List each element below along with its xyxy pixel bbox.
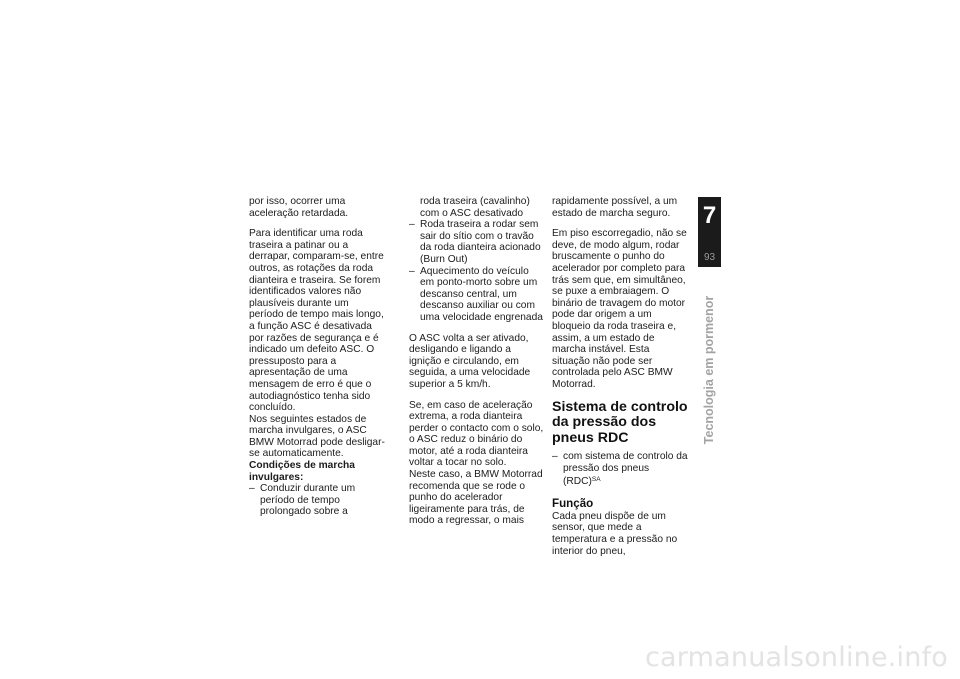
paragraph: Nos seguintes estados de marcha invulgares, o ASC BMW Motorrad pode desligar-se automaticamente.	[249, 413, 385, 460]
paragraph: O ASC volta a ser ativado, desligando e ligando a ignição e circulando, em seguida, a uma velocidade superior a 5 km/h.	[409, 332, 531, 390]
column-2	[409, 196, 545, 536]
page-number: 93	[703, 252, 716, 263]
paragraph: Se, em caso de aceleração extrema, a roda dianteira perder o contacto com o solo, o ASC reduz o binário do motor, até a roda dianteira voltar a tocar no solo.	[409, 399, 544, 469]
paragraph: Cada pneu dispõe de um sensor, que mede a temperatura e a pressão no interior do pneu,	[552, 510, 678, 557]
paragraph: por isso, ocorrer uma aceleração retardada.	[249, 196, 349, 219]
bullet-list	[409, 196, 545, 324]
list-item-text: com sistema de controlo da pressão dos pneus (RDC)	[563, 451, 688, 488]
column-1	[249, 196, 385, 527]
list-item	[552, 451, 688, 488]
list-item: – Conduzir durante um período de tempo prolongado sobre a	[249, 483, 385, 518]
paragraph: Em piso escorregadio, não se deve, de modo algum, rodar bruscamente o punho do acelerador por completo para trás sem que, em simultâneo, se puxe a embraiagem. O binário de travagem do motor pode dar origem a um bloqueio da roda traseira e, assim, a um estado de marcha instável. Esta situação não pode ser controlada pelo ASC BMW Motorrad.	[552, 228, 687, 390]
paragraph: Para identificar uma roda traseira a patinar ou a derrapar, comparam-se, entre outros, as rotações da roda dianteira e traseira. Se forem identificados valores não plausíveis durante um período de tempo mais longo, a função ASC é desativada por razões de segurança e é indicado um defeito ASC. O pressuposto para a apresentação de uma mensagem de erro é que o autodiagnóstico tenha sido concluído.	[249, 228, 384, 414]
chapter-tab	[698, 197, 721, 267]
section-heading: Sistema de controlo da pressão dos pneus RDC	[552, 398, 688, 446]
chapter-number: 7	[702, 202, 717, 229]
watermark: carmanualsonline.info	[645, 642, 948, 673]
list-item: – Roda traseira a rodar sem sair do sítio com o travão da roda dianteira acionado (Burn Out)	[409, 219, 545, 265]
list-item: – Aquecimento do veículo em ponto-morto sobre um descanso central, um descanso auxiliar ou com uma velocidade engrenada	[409, 266, 545, 324]
list-item-continued: roda traseira (cavalinho) com o ASC desativado	[420, 196, 530, 219]
bullet-list	[249, 483, 385, 518]
chapter-side-title: Tecnologia em pormenor	[702, 295, 716, 445]
paragraph: rapidamente possível, a um estado de marcha seguro.	[552, 196, 678, 219]
bullet-list	[552, 451, 688, 488]
subsection-heading: Função	[552, 496, 594, 510]
subheading: Condições de marcha invulgares:	[249, 460, 355, 483]
option-superscript: SA	[591, 476, 601, 484]
paragraph: Neste caso, a BMW Motorrad recomenda que se rode o punho do acelerador ligeiramente para trás, de modo a regressar, o mais	[409, 469, 543, 527]
column-3	[552, 196, 688, 566]
